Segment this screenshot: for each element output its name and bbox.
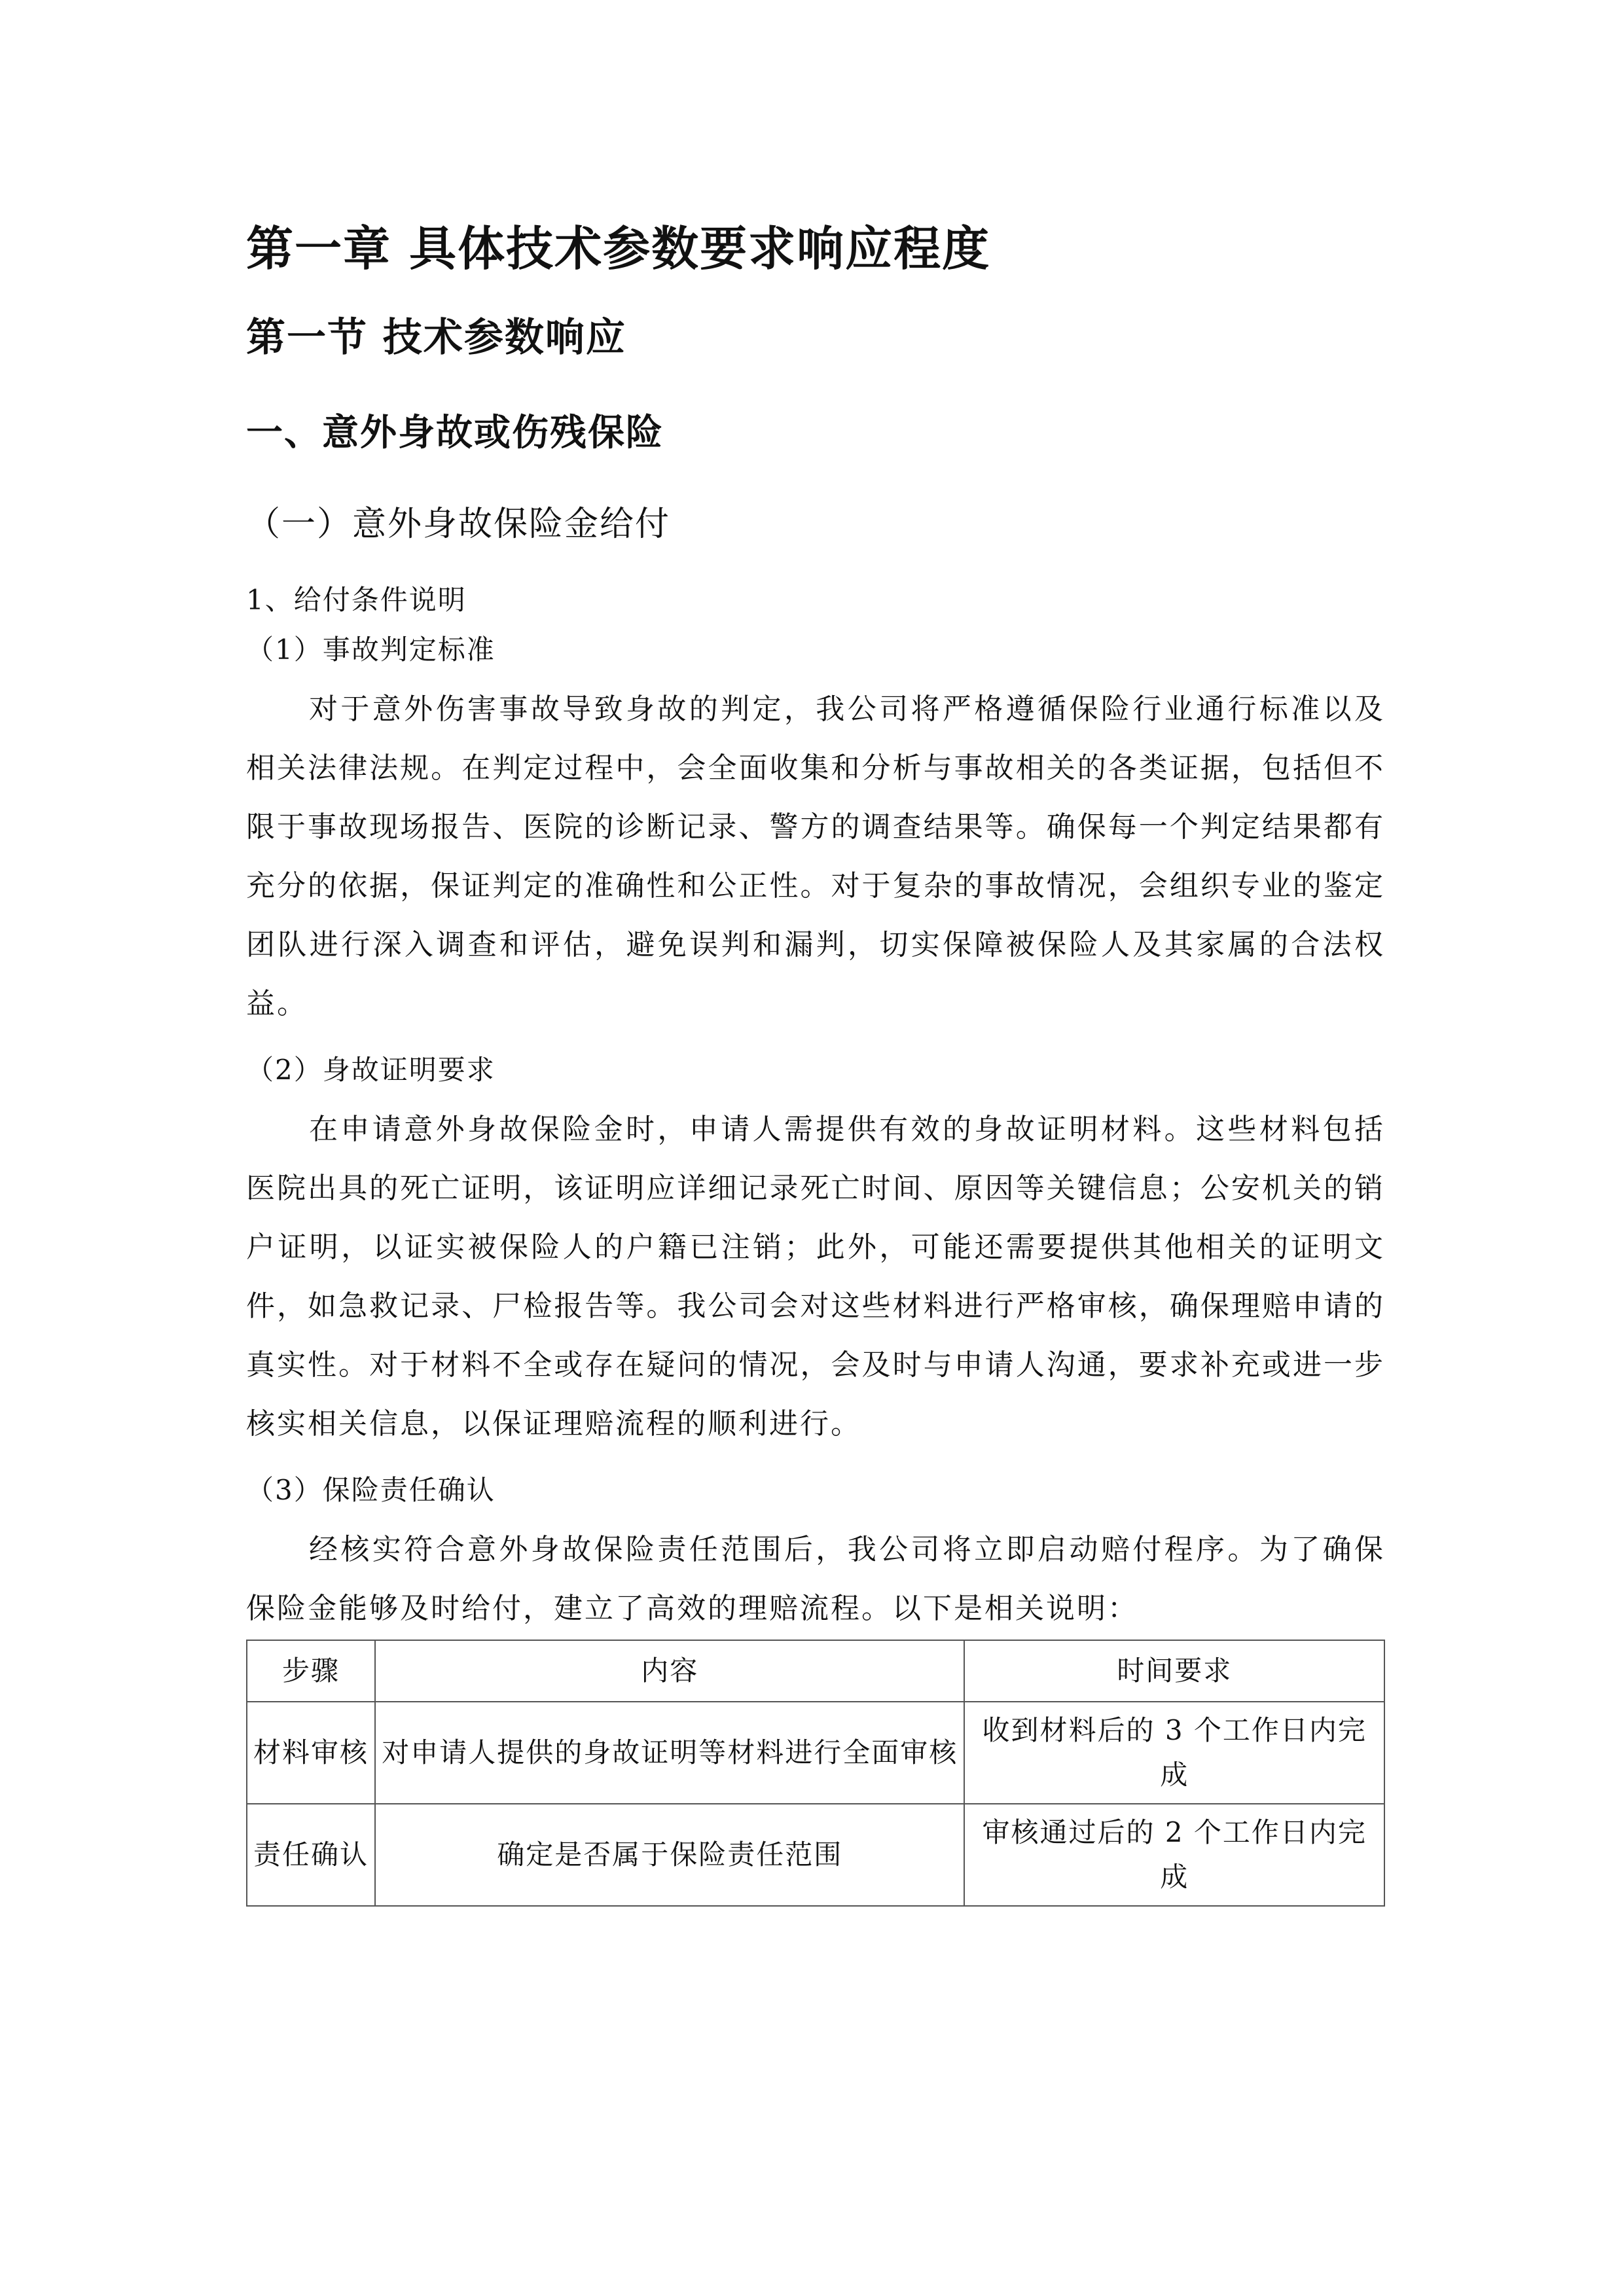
table-cell: 责任确认: [247, 1804, 375, 1906]
chapter-title: 第一章 具体技术参数要求响应程度: [246, 221, 991, 276]
subsection-body-1: 对于意外伤害事故导致身故的判定，我公司将严格遵循保险行业通行标准以及相关法律法规。在判定过程中，会全面收集和分析与事故相关的各类证据，包括但不限于事故现场报告、医院的诊断记录、警方的调查结果等。确保每一个判定结果都有充分的依据，保证判定的准确性和公正性。对于复杂的事故情况，会组织专业的鉴定团队进行深入调查和评估，避免误判和漏判，切实保障被保险人及其家属的合法权益。: [246, 692, 1385, 1020]
table-row: [247, 1702, 1384, 1804]
table-header-cell: 内容: [375, 1640, 964, 1702]
table-cell: 材料审核: [247, 1702, 375, 1804]
subsection-heading-3: （3）保险责任确认: [246, 1474, 496, 1506]
subsection-body-2-wrap: [246, 1100, 1385, 1454]
subsection-body-3-wrap: [246, 1520, 1385, 1638]
subsection-body-2: 在申请意外身故保险金时，申请人需提供有效的身故证明材料。这些材料包括医院出具的死亡证明，该证明应详细记录死亡时间、原因等关键信息；公安机关的销户证明，以证实被保险人的户籍已注销；此外，可能还需要提供其他相关的证明文件，如急救记录、尸检报告等。我公司会对这些材料进行严格审核，确保理赔申请的真实性。对于材料不全或存在疑问的情况，会及时与申请人沟通，要求补充或进一步核实相关信息，以保证理赔流程的顺利进行。: [246, 1113, 1385, 1441]
part-title: 一、意外身故或伤残保险: [246, 412, 664, 454]
subpart-title: （一）意外身故保险金给付: [246, 505, 671, 544]
table-cell: 对申请人提供的身故证明等材料进行全面审核: [375, 1702, 964, 1804]
table-row: [247, 1804, 1384, 1906]
section-title: 第一节 技术参数响应: [246, 315, 626, 361]
table-header-cell: 步骤: [247, 1640, 375, 1702]
subsection-heading-1: （1）事故判定标准: [246, 634, 496, 666]
subsection-body-1-wrap: [246, 680, 1385, 1033]
table-cell: 收到材料后的 3 个工作日内完成: [964, 1702, 1384, 1804]
table-cell: 审核通过后的 2 个工作日内完成: [964, 1804, 1384, 1906]
document-content: [246, 213, 1385, 1907]
claims-process-table: [246, 1640, 1385, 1907]
subsection-body-3: 经核实符合意外身故保险责任范围后，我公司将立即启动赔付程序。为了确保保险金能够及时给付，建立了高效的理赔流程。以下是相关说明：: [246, 1533, 1385, 1625]
table-cell: 确定是否属于保险责任范围: [375, 1804, 964, 1906]
table-header-row: [247, 1640, 1384, 1702]
item-title: 1、给付条件说明: [246, 584, 467, 616]
subsection-heading-2: （2）身故证明要求: [246, 1054, 496, 1086]
table-header-cell: 时间要求: [964, 1640, 1384, 1702]
